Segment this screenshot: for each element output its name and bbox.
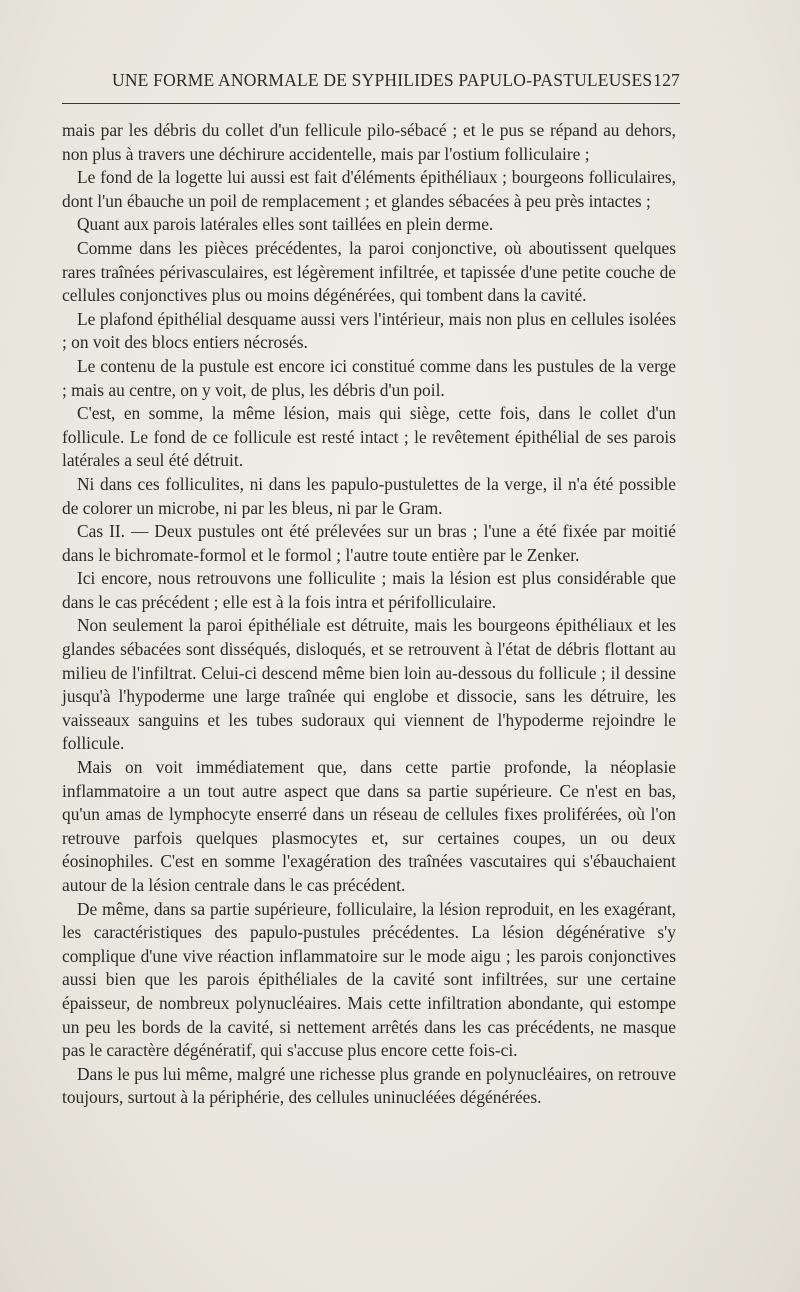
body-text xyxy=(62,119,676,1110)
paragraph: Dans le pus lui même, malgré une richesse plus grande en polynucléaires, on retrouve toujours, surtout à la périphérie, des cellules uninucléées dégénérées. xyxy=(62,1063,676,1108)
paragraph: C'est, en somme, la même lésion, mais qui siège, cette fois, dans le collet d'un follicule. Le fond de ce follicule est resté intact ; le revêtement épithélial de ses parois latérales a seul été détruit. xyxy=(62,403,676,471)
paragraph: Quant aux parois latérales elles sont taillées en plein derme. xyxy=(77,214,494,235)
paragraph: De même, dans sa partie supérieure, folliculaire, la lésion reproduit, en les exagérant, les caractéristiques des papulo-pustules précédentes. La lésion dégénérative s'y complique d'une vive réaction inflammatoire sur le mode aigu ; les parois conjonctives aussi bien que les parois épithéliales de la cavité sont infiltrées, sur une certaine épaisseur, de nombreux polynucléaires. Mais cette infiltration abondante, qui estompe un peu les bords de la cavité, si nettement arrêtés dans les cas précédents, ne masque pas le caractère dégénératif, qui s'accuse plus encore cette fois-ci. xyxy=(62,898,676,1061)
paragraph: Mais on voit immédiatement que, dans cette partie profonde, la néoplasie inflammatoire a un tout autre aspect que dans sa partie supérieure. Ce n'est en bas, qu'un amas de lymphocyte enserré dans un réseau de cellules fixes proliférées, où l'on retrouve parfois quelques plasmocytes et, sur certaines coupes, un ou deux éosinophiles. C'est en somme l'exagération des traînées vascutaires qui s'ébauchaient autour de la lésion centrale dans le cas précédent. xyxy=(62,757,676,895)
header-rule xyxy=(62,103,680,104)
page-header xyxy=(62,70,680,96)
paragraph: mais par les débris du collet d'un fellicule pilo-sébacé ; et le pus se répand au dehors, non plus à travers une déchirure accidentelle, mais par l'ostium folliculaire ; xyxy=(62,120,676,164)
page-number: 127 xyxy=(653,70,680,90)
paragraph: Ici encore, nous retrouvons une folliculite ; mais la lésion est plus considérable que dans le cas précédent ; elle est à la fois intra et périfolliculaire. xyxy=(62,568,676,612)
paragraph: Le plafond épithélial desquame aussi vers l'intérieur, mais non plus en cellules isolées ; on voit des blocs entiers nécrosés. xyxy=(62,308,676,353)
paragraph: Cas II. — Deux pustules ont été prélevées sur un bras ; l'une a été fixée par moitié dans le bichromate-formol et le formol ; l'autre toute entière par le Zenker. xyxy=(62,521,676,565)
paragraph: Non seulement la paroi épithéliale est détruite, mais les bourgeons épithéliaux et les glandes sébacées sont disséqués, disloqués, et se retrouvent à l'état de débris flottant au milieu de l'infiltrat. Celui-ci descend même bien loin au-dessous du follicule ; il dessine jusqu'à l'hypoderme une large traînée qui englobe et dissocie, sans les détruire, les vaisseaux sanguins et les tubes sudoraux qui viennent de l'hypoderme rejoindre le follicule. xyxy=(62,615,676,754)
paragraph: Le fond de la logette lui aussi est fait d'éléments épithéliaux ; bourgeons folliculaires, dont l'un ébauche un poil de remplacement ; et glandes sébacées à peu près intactes ; xyxy=(62,167,676,211)
paragraph: Ni dans ces folliculites, ni dans les papulo-pustulettes de la verge, il n'a été possible de colorer un microbe, ni par les bleus, ni par le Gram. xyxy=(62,473,676,518)
paragraph: Le contenu de la pustule est encore ici constitué comme dans les pustules de la verge ; mais au centre, on y voit, de plus, les débris d'un poil. xyxy=(62,355,676,400)
paragraph: Comme dans les pièces précédentes, la paroi conjonctive, où aboutissent quelques rares traînées périvasculaires, est légèrement infiltrée, et tapissée d'une petite couche de cellules conjonctives plus ou moins dégénérées, qui tombent dans la cavité. xyxy=(62,237,676,306)
running-title: UNE FORME ANORMALE DE SYPHILIDES PAPULO-PASTULEUSES xyxy=(112,70,653,90)
